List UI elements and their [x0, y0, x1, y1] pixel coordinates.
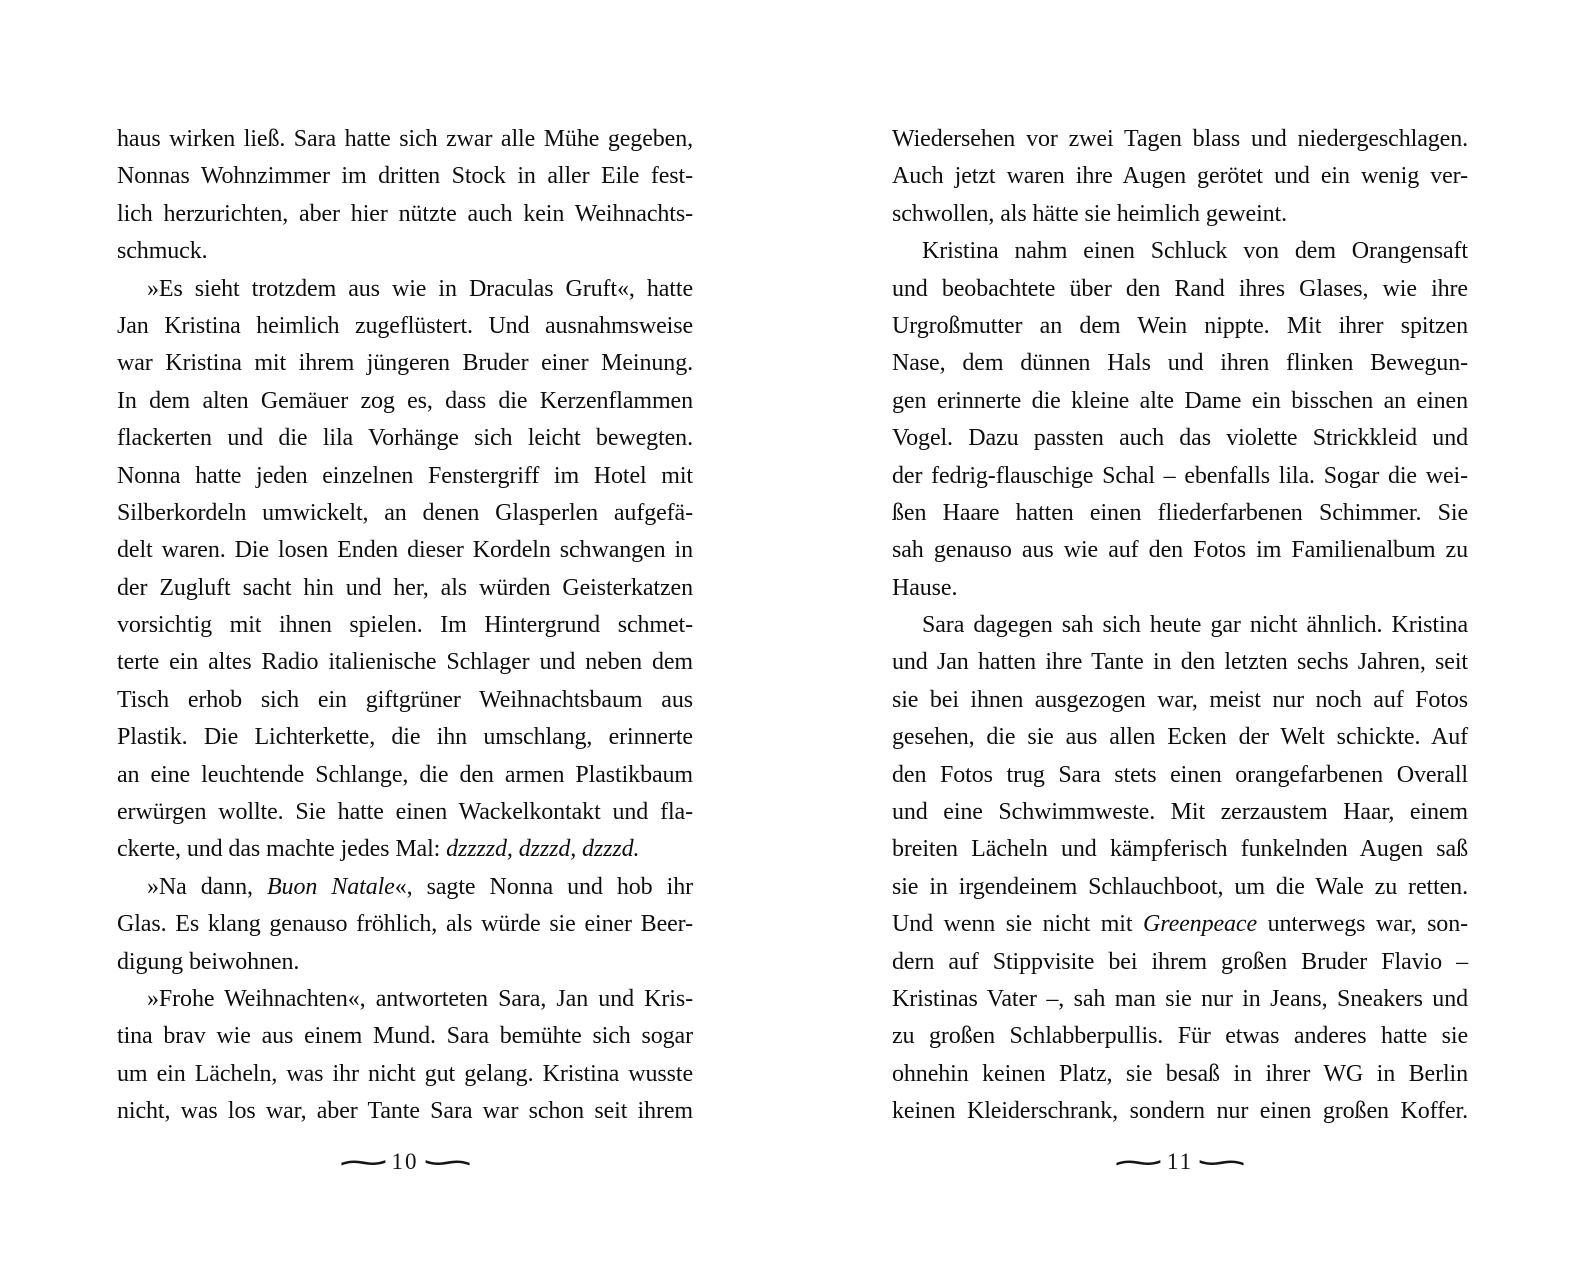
text-line: [892, 644, 1468, 681]
text-segment: den Fotos trug Sara stets einen orangefarbenen Overall: [892, 761, 1468, 788]
text-segment: unterwegs war, son-: [1257, 911, 1468, 938]
text-line: [892, 308, 1468, 345]
text-line: [892, 981, 1468, 1018]
text-line: [892, 607, 1468, 644]
text-line: [117, 196, 693, 233]
swash-ornament-right-icon: ∼: [417, 1144, 477, 1180]
text-segment: Nonna hatte jeden einzelnen Fenstergriff im Hotel mit: [117, 462, 693, 489]
page-number: 11: [1166, 1149, 1194, 1175]
text-line: [892, 345, 1468, 382]
text-segment: Plastik. Die Lichterkette, die ihn umschlang, erinnerte: [117, 724, 693, 751]
text-line: [117, 869, 693, 906]
text-segment: Kristina nahm einen Schluck von dem Orangensaft: [922, 238, 1468, 265]
text-segment: Jan Kristina heimlich zugeflüstert. Und ausnahmsweise: [117, 312, 693, 339]
text-segment: Glas. Es klang genauso fröhlich, als würde sie einer Beer-: [117, 911, 693, 938]
text-line: [117, 345, 693, 382]
text-segment: sie bei ihnen ausgezogen war, meist nur noch auf Fotos: [892, 686, 1468, 713]
text-segment: Kristinas Vater –, sah man sie nur in Jeans, Sneakers und: [892, 985, 1468, 1012]
text-line: [117, 682, 693, 719]
text-segment: gesehen, die sie aus allen Ecken der Welt schickte. Auf: [892, 724, 1468, 751]
text-segment: an eine leuchtende Schlange, die den armen Plastikbaum: [117, 761, 693, 788]
page-footer: [892, 1144, 1468, 1180]
text-segment: »Frohe Weihnachten«, antworteten Sara, Jan und Kris-: [147, 985, 693, 1012]
text-line: [117, 233, 693, 270]
text-segment: nicht, was los war, aber Tante Sara war schon seit ihrem: [117, 1098, 693, 1125]
page-number: 10: [391, 1149, 419, 1175]
text-segment: ßen Haare hatten einen fliederfarbenen Schimmer. Sie: [892, 499, 1468, 526]
text-line: [892, 196, 1468, 233]
text-segment: Wiedersehen vor zwei Tagen blass und niedergeschlagen.: [892, 126, 1468, 152]
text-line: [892, 1093, 1468, 1130]
text-segment: In dem alten Gemäuer zog es, dass die Kerzenflammen: [117, 387, 693, 414]
text-segment: der Zugluft sacht hin und her, als würden Geisterkatzen: [117, 574, 693, 601]
text-line: [892, 271, 1468, 308]
text-segment: und beobachtete über den Rand ihres Glases, wie ihre: [892, 275, 1468, 302]
text-segment: »Na dann,: [147, 873, 267, 900]
text-line: [892, 233, 1468, 270]
text-line: [892, 757, 1468, 794]
text-segment: gen erinnerte die kleine alte Dame ein bisschen an einen: [892, 387, 1468, 414]
text-segment: Sara dagegen sah sich heute gar nicht ähnlich. Kristina: [922, 612, 1468, 639]
text-line: [117, 1018, 693, 1055]
text-line: [892, 719, 1468, 756]
text-segment: terte ein altes Radio italienische Schlager und neben dem: [117, 649, 693, 676]
text-segment: der fedrig-flauschige Schal – ebenfalls lila. Sogar die wei-: [892, 462, 1468, 489]
text-line: [117, 644, 693, 681]
text-line: [117, 532, 693, 569]
text-segment: keinen Kleiderschrank, sondern nur einen großen Koffer.: [892, 1098, 1468, 1125]
text-line: [117, 158, 693, 195]
text-line: [892, 906, 1468, 943]
text-line: [117, 495, 693, 532]
text-line: [117, 420, 693, 457]
page-left: [117, 121, 693, 1178]
page-text: [892, 121, 1468, 1131]
text-segment: tina brav wie aus einem Mund. Sara bemühte sich sogar: [117, 1023, 693, 1050]
text-segment: «, sagte Nonna und hob ihr: [394, 873, 694, 900]
text-line: [117, 1093, 693, 1130]
text-line: [117, 906, 693, 943]
page-right: [892, 121, 1468, 1178]
text-segment: sah genauso aus wie auf den Fotos im Familienalbum zu: [892, 537, 1468, 564]
text-line: [892, 495, 1468, 532]
text-segment: um ein Lächeln, was ihr nicht gut gelang. Kristina wusste: [117, 1060, 693, 1087]
italic-text-segment: Greenpeace: [1142, 911, 1258, 938]
text-segment: dern auf Stippvisite bei ihrem großen Bruder Flavio –: [892, 948, 1468, 975]
text-line: [117, 271, 693, 308]
text-line: [117, 308, 693, 345]
text-line: [892, 944, 1468, 981]
text-segment: Und wenn sie nicht mit: [892, 911, 1143, 938]
text-line: [117, 719, 693, 756]
text-segment: Silberkordeln umwickelt, an denen Glasperlen aufgefä-: [117, 499, 693, 526]
text-segment: Nase, dem dünnen Hals und ihren flinken Bewegun-: [892, 350, 1468, 377]
text-line: [892, 158, 1468, 195]
text-line: [892, 458, 1468, 495]
text-segment: schmuck.: [117, 238, 208, 265]
text-line: [117, 794, 693, 831]
text-segment: sie in irgendeinem Schlauchboot, um die Wale zu retten.: [892, 873, 1468, 900]
text-segment: Tisch erhob sich ein giftgrüner Weihnachtsbaum aus: [117, 686, 693, 713]
page-footer: [117, 1144, 693, 1180]
text-line: [117, 121, 693, 158]
text-segment: Auch jetzt waren ihre Augen gerötet und ein wenig ver-: [892, 163, 1468, 190]
text-line: [117, 981, 693, 1018]
text-line: [117, 383, 693, 420]
text-line: [117, 1056, 693, 1093]
text-line: [117, 831, 693, 868]
text-segment: und eine Schwimmweste. Mit zerzaustem Haar, einem: [892, 799, 1468, 826]
text-segment: digung beiwohnen.: [117, 948, 300, 975]
text-line: [117, 607, 693, 644]
italic-text-segment: Buon Natale: [267, 873, 395, 900]
text-line: [892, 869, 1468, 906]
text-segment: erwürgen wollte. Sie hatte einen Wackelkontakt und fla-: [117, 799, 693, 826]
text-line: [117, 757, 693, 794]
swash-ornament-right-icon: ∼: [1192, 1144, 1252, 1180]
text-segment: vorsichtig mit ihnen spielen. Im Hintergrund schmet-: [117, 612, 693, 639]
page-text: [117, 121, 693, 1131]
text-segment: ckerte, und das machte jedes Mal:: [117, 836, 447, 863]
text-line: [117, 570, 693, 607]
text-segment: lich herzurichten, aber hier nützte auch kein Weihnachts-: [117, 200, 693, 227]
text-line: [892, 121, 1468, 158]
text-line: [892, 794, 1468, 831]
text-line: [892, 532, 1468, 569]
text-segment: ohnehin keinen Platz, sie besaß in ihrer WG in Berlin: [892, 1060, 1468, 1087]
text-segment: zu großen Schlabberpullis. Für etwas anderes hatte sie: [892, 1023, 1468, 1050]
text-segment: breiten Lächeln und kämpferisch funkelnden Augen saß: [892, 836, 1468, 863]
text-segment: Hause.: [892, 574, 958, 601]
text-segment: Urgroßmutter an dem Wein nippte. Mit ihrer spitzen: [892, 312, 1468, 339]
text-line: [117, 458, 693, 495]
text-line: [892, 1018, 1468, 1055]
text-segment: war Kristina mit ihrem jüngeren Bruder einer Meinung.: [117, 350, 693, 377]
text-segment: »Es sieht trotzdem aus wie in Draculas Gruft«, hatte: [147, 275, 693, 302]
text-line: [117, 944, 693, 981]
text-line: [892, 831, 1468, 868]
text-segment: haus wirken ließ. Sara hatte sich zwar alle Mühe gegeben,: [117, 126, 693, 152]
text-segment: flackerten und die lila Vorhänge sich leicht bewegten.: [117, 425, 693, 452]
text-line: [892, 682, 1468, 719]
text-segment: und Jan hatten ihre Tante in den letzten sechs Jahren, seit: [892, 649, 1468, 676]
swash-ornament-left-icon: ∼: [1108, 1144, 1168, 1180]
text-line: [892, 570, 1468, 607]
text-segment: delt waren. Die losen Enden dieser Kordeln schwangen in: [117, 537, 693, 564]
text-segment: Vogel. Dazu passten auch das violette Strickkleid und: [892, 425, 1468, 452]
text-line: [892, 1056, 1468, 1093]
text-line: [892, 420, 1468, 457]
italic-text-segment: dzzzzd, dzzzd, dzzzd.: [446, 836, 640, 863]
text-line: [892, 383, 1468, 420]
swash-ornament-left-icon: ∼: [333, 1144, 393, 1180]
text-segment: Nonnas Wohnzimmer im dritten Stock in aller Eile fest-: [117, 163, 693, 190]
text-segment: schwollen, als hätte sie heimlich geweint.: [892, 200, 1288, 227]
